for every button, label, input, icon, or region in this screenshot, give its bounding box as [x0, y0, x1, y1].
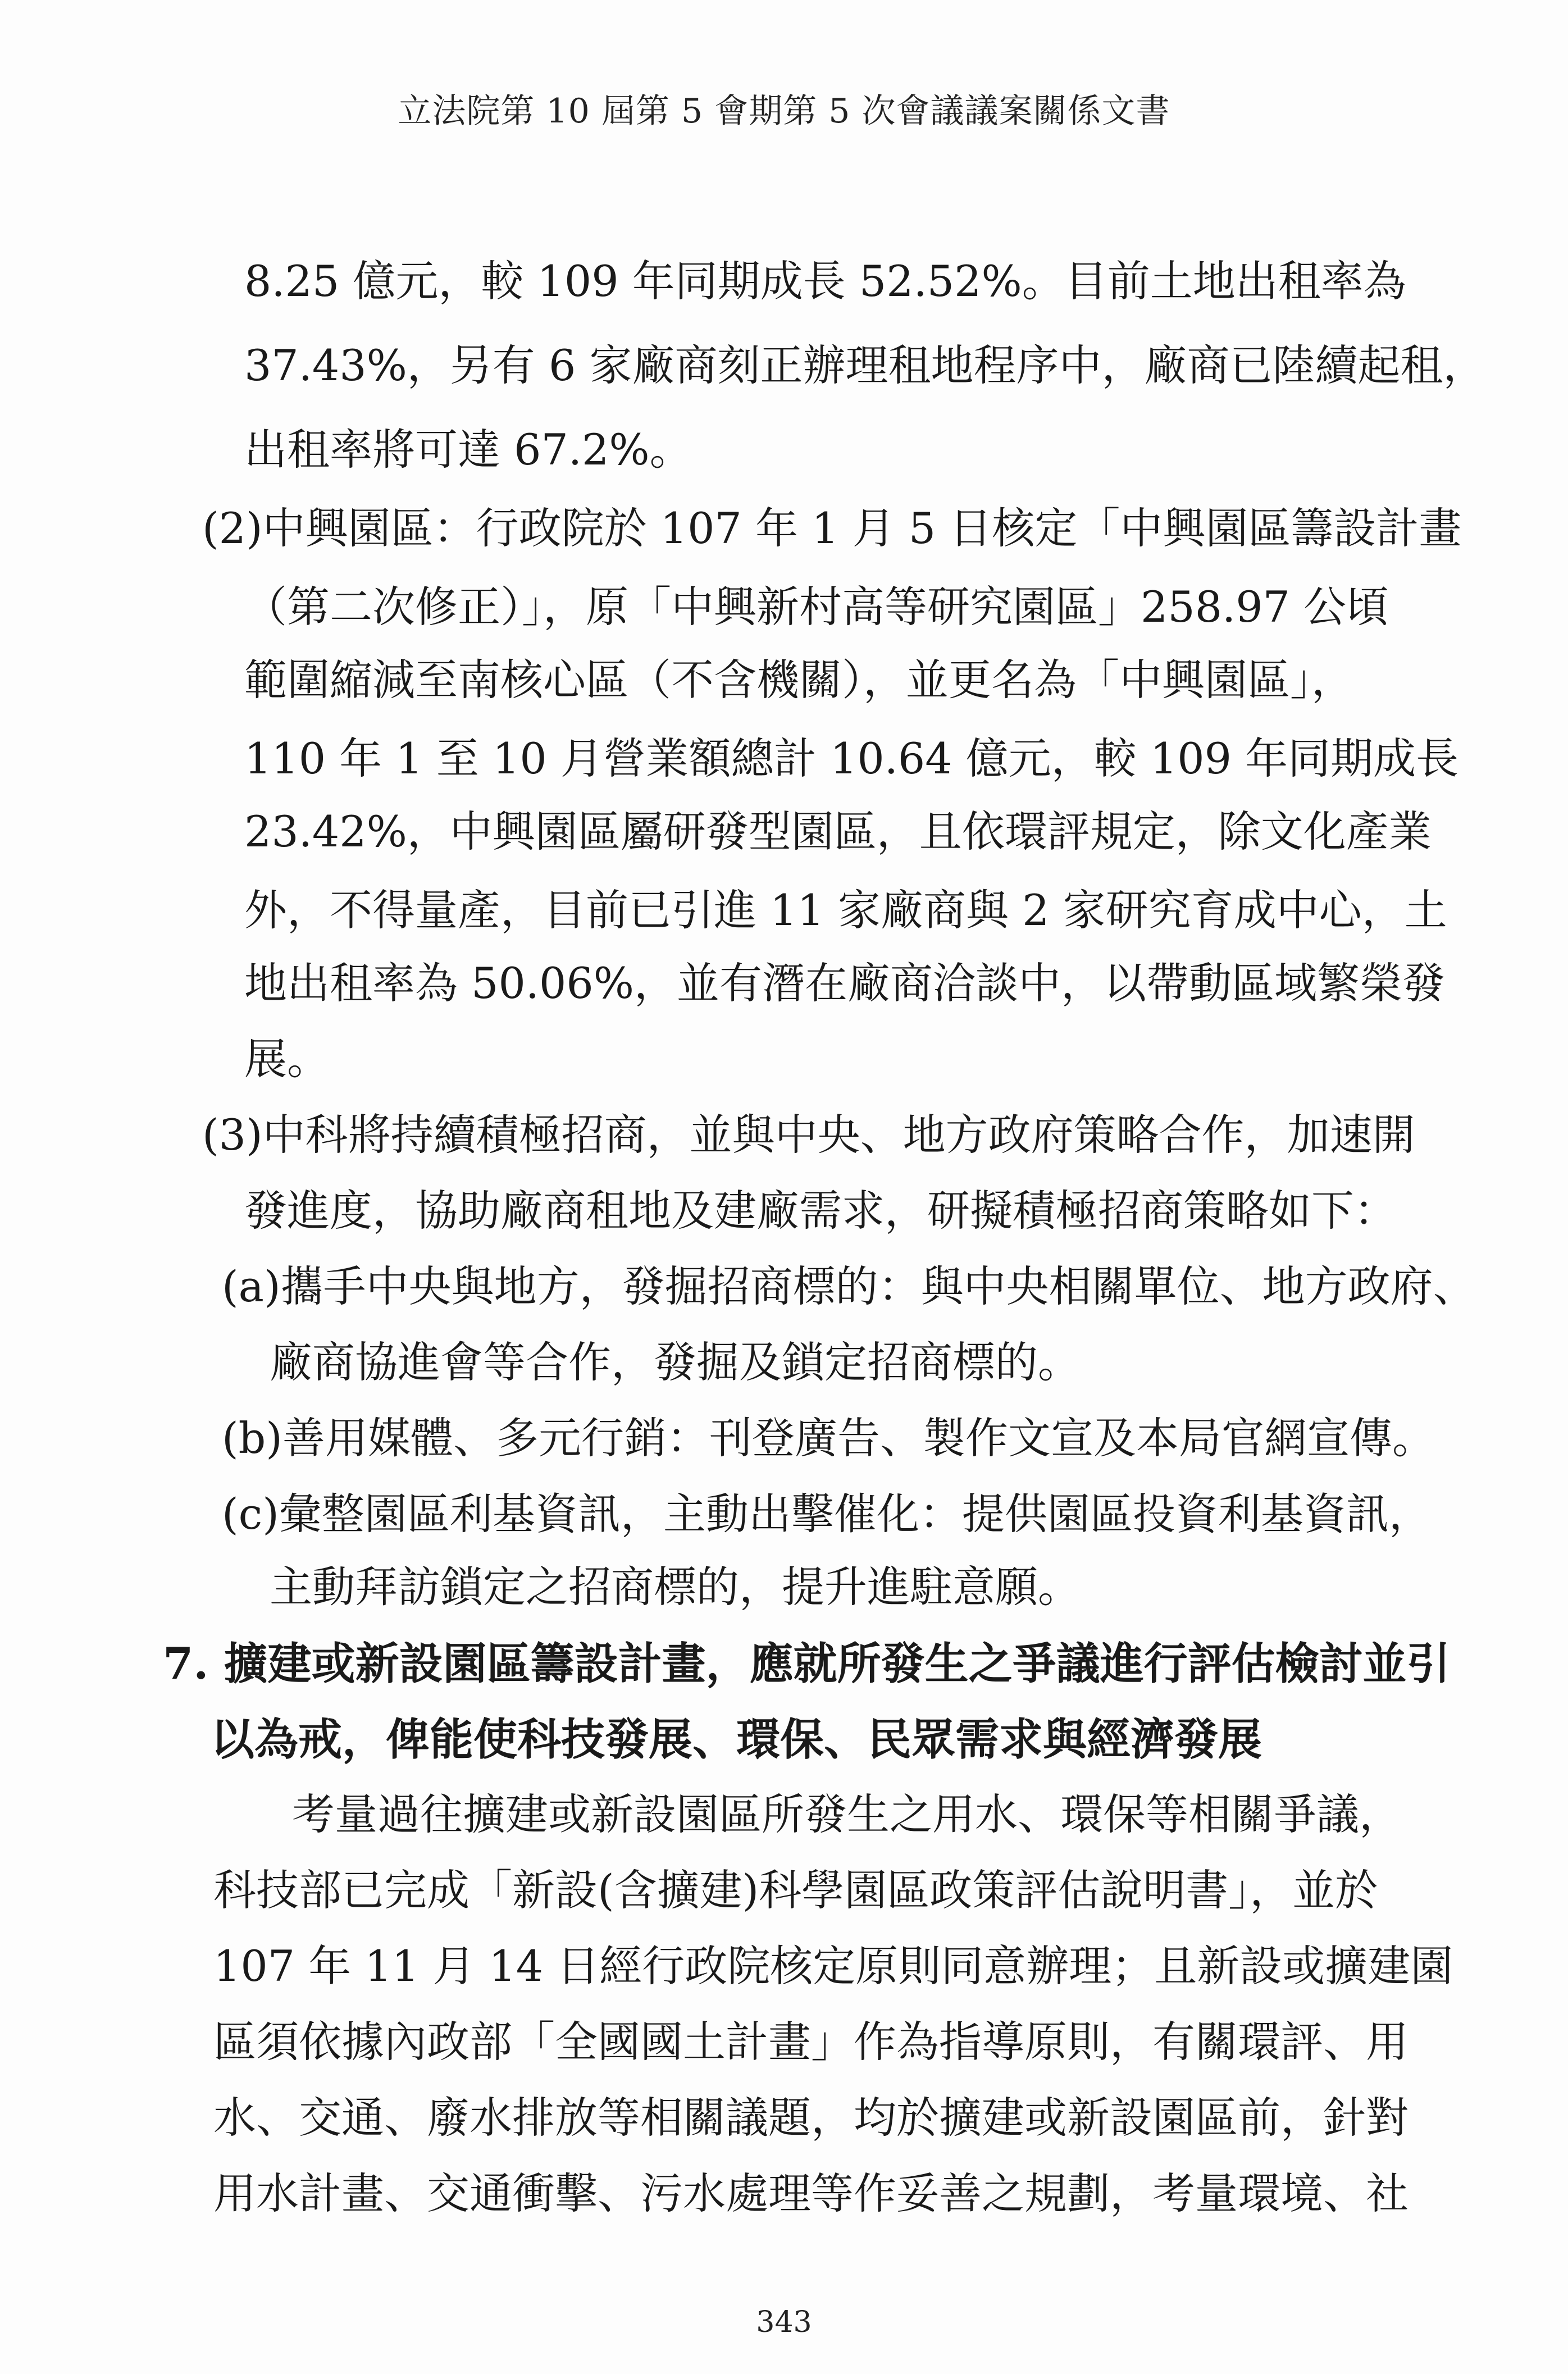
text-line: 科技部已完成「新設(含擴建)科學園區政策評估說明書」，並於: [213, 1865, 1378, 1915]
text-line: 8.25 億元，較 109 年同期成長 52.52%。目前土地出租率為: [244, 256, 1406, 306]
text-line: (2)中興園區：行政院於 107 年 1 月 5 日核定「中興園區籌設計畫: [202, 503, 1462, 553]
text-line: 用水計畫、交通衝擊、污水處理等作妥善之規劃，考量環境、社: [213, 2168, 1409, 2218]
text-line: 發進度，協助廠商租地及建廠需求，研擬積極招商策略如下：: [244, 1186, 1397, 1236]
section-heading: 以為戒，俾能使科技發展、環保、民眾需求與經濟發展: [211, 1714, 1262, 1765]
text-line: 主動拜訪鎖定之招商標的，提升進駐意願。: [270, 1562, 1081, 1612]
text-line: 水、交通、廢水排放等相關議題，均於擴建或新設園區前，針對: [213, 2093, 1409, 2143]
text-line: 外，不得量產，目前已引進 11 家廠商與 2 家研究育成中心，土: [244, 885, 1447, 935]
text-line: 23.42%，中興園區屬研發型園區，且依環評規定，除文化產業: [244, 806, 1432, 856]
text-line: 區須依據內政部「全國國土計畫」作為指導原則，有關環評、用: [213, 2017, 1409, 2067]
text-line: 出租率將可達 67.2%。: [244, 425, 692, 475]
page-header: 立法院第 10 屆第 5 會期第 5 次會議議案關係文書: [398, 92, 1170, 131]
text-line: 地出租率為 50.06%，並有潛在廠商洽談中，以帶動區域繁榮發: [244, 958, 1445, 1008]
section-heading: 7. 擴建或新設園區籌設計畫，應就所發生之爭議進行評估檢討並引: [163, 1638, 1451, 1689]
text-line: 範圍縮減至南核心區（不含機關），並更名為「中興園區」，: [244, 655, 1354, 705]
text-line: 110 年 1 至 10 月營業額總計 10.64 億元，較 109 年同期成長: [244, 733, 1459, 783]
text-line: 37.43%，另有 6 家廠商刻正辦理租地程序中，廠商已陸續起租，: [244, 340, 1486, 390]
text-line: 廠商協進會等合作，發掘及鎖定招商標的。: [270, 1337, 1081, 1387]
text-line: 展。: [244, 1034, 330, 1084]
text-line: （第二次修正）」，原「中興新村高等研究園區」258.97 公頃: [244, 582, 1389, 632]
text-line: 107 年 11 月 14 日經行政院核定原則同意辦理；且新設或擴建園: [213, 1941, 1453, 1991]
text-line: (3)中科將持續積極招商，並與中央、地方政府策略合作，加速開: [202, 1110, 1415, 1160]
text-line: (b)善用媒體、多元行銷：刊登廣告、製作文宣及本局官網宣傳。: [222, 1413, 1435, 1463]
text-line: 考量過往擴建或新設園區所發生之用水、環保等相關爭議，: [292, 1789, 1402, 1839]
text-line: (a)攜手中央與地方，發掘招商標的：與中央相關單位、地方政府、: [222, 1261, 1476, 1311]
text-line: (c)彙整園區利基資訊，主動出擊催化：提供園區投資利基資訊，: [222, 1489, 1432, 1539]
page-number: 343: [756, 2305, 812, 2339]
